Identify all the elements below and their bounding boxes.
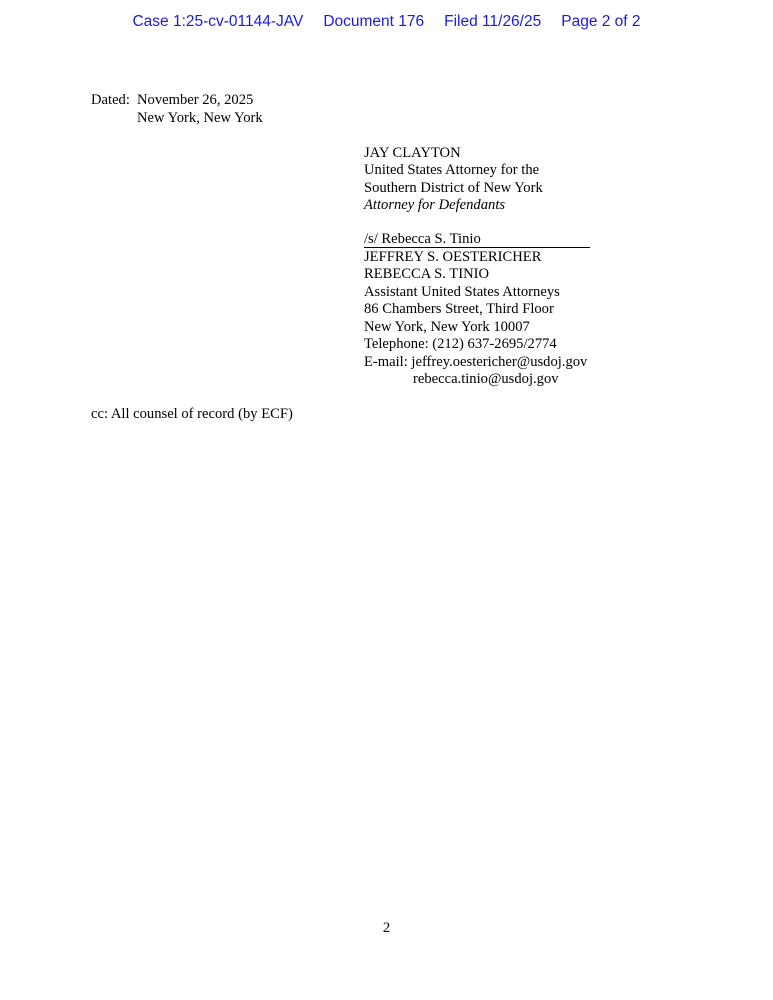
email-2: rebecca.tinio@usdoj.gov bbox=[413, 371, 559, 387]
page-indicator: Page 2 of 2 bbox=[561, 13, 641, 30]
us-attorney-name: JAY CLAYTON bbox=[364, 145, 461, 161]
us-attorney-title-1: United States Attorney for the bbox=[364, 162, 540, 178]
cc-line: cc: All counsel of record (by ECF) bbox=[91, 406, 293, 422]
email-1: E-mail: jeffrey.oestericher@usdoj.gov bbox=[364, 354, 588, 370]
dated-label: Dated: bbox=[91, 92, 130, 108]
dated-place: New York, New York bbox=[137, 110, 263, 126]
signature-text: /s/ Rebecca S. Tinio bbox=[364, 232, 590, 248]
address-line-2: New York, New York 10007 bbox=[364, 319, 530, 335]
telephone: Telephone: (212) 637-2695/2774 bbox=[364, 336, 557, 352]
ecf-filing-header bbox=[0, 13, 773, 31]
attorney-title: Assistant United States Attorneys bbox=[364, 284, 560, 300]
attorney-name-2: REBECCA S. TINIO bbox=[364, 266, 490, 282]
case-number: Case 1:25-cv-01144-JAV bbox=[132, 13, 304, 30]
page-number: 2 bbox=[382, 920, 391, 936]
address-line-1: 86 Chambers Street, Third Floor bbox=[364, 301, 554, 317]
dated-date: November 26, 2025 bbox=[137, 92, 254, 108]
electronic-signature bbox=[364, 231, 590, 249]
attorney-name-1: JEFFREY S. OESTERICHER bbox=[364, 249, 542, 265]
document-number: Document 176 bbox=[323, 13, 425, 30]
filed-date: Filed 11/26/25 bbox=[444, 13, 542, 30]
us-attorney-title-2: Southern District of New York bbox=[364, 180, 543, 196]
attorney-role: Attorney for Defendants bbox=[364, 197, 506, 213]
